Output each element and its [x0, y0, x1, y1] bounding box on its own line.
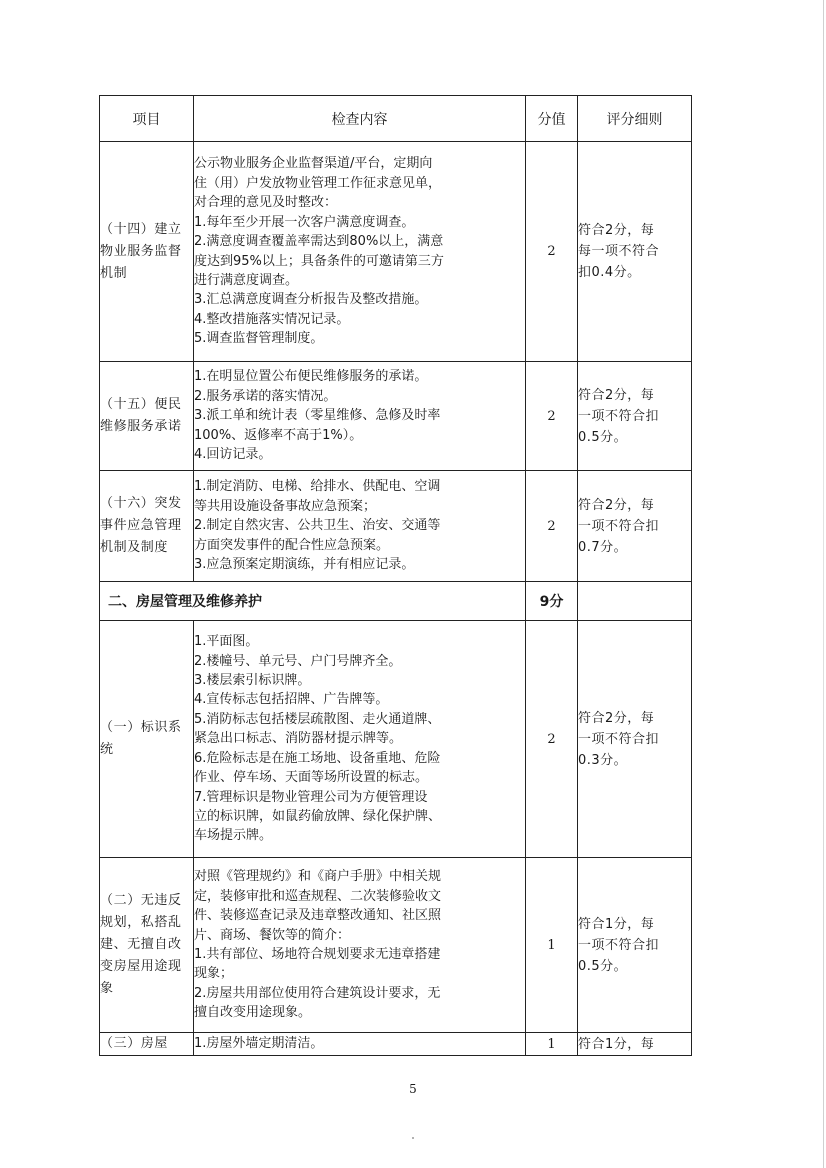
row-rule: 符合2分，每 一项不符合扣 0.3分。	[578, 621, 692, 858]
section-title: 二、房屋管理及维修养护	[100, 582, 526, 621]
content-line: 4.宣传标志包括招牌、广告牌等。	[194, 692, 389, 708]
scan-edge	[823, 0, 824, 1168]
content-line: 3.派工单和统计表（零星维修、急修及时率	[194, 408, 441, 424]
content-line: 3.楼层索引标识牌。	[194, 673, 311, 689]
content-line: 进行满意度调查。	[194, 272, 299, 288]
section-row	[100, 582, 692, 621]
content-line: 擅自改变用途现象。	[194, 1005, 312, 1021]
page-number: 5	[409, 1082, 417, 1096]
content-line: 3.应急预案定期演练，并有相应记录。	[194, 557, 415, 573]
row-content	[194, 142, 526, 362]
table-row	[100, 142, 692, 362]
table-row	[100, 858, 692, 1033]
row-item: （一）标识系统	[100, 621, 194, 858]
content-line: 2.服务承诺的落实情况。	[194, 388, 337, 404]
table-row	[100, 621, 692, 858]
content-line: 片、商场、餐饮等的简介：	[194, 927, 351, 943]
content-line: 公示物业服务企业监督渠道/平台，定期向	[194, 156, 433, 172]
row-item: （二）无违反规划，私搭乱建、无擅自改变房屋用途现象	[100, 858, 194, 1033]
row-content	[194, 471, 526, 582]
content-line: 1.共有部位、场地符合规划要求无违章搭建	[194, 947, 441, 962]
content-line: 2.满意度调查覆盖率需达到80%以上，满意	[194, 234, 444, 250]
row-content	[194, 621, 526, 858]
row-rule: 符合2分，每 一项不符合扣 0.5分。	[578, 362, 692, 471]
header-content: 检查内容	[194, 96, 526, 142]
table-row	[100, 1033, 692, 1056]
content-line: 4.回访记录。	[194, 447, 272, 463]
content-line: 5.消防标志包括楼层疏散图、走火通道牌、	[194, 711, 441, 727]
row-rule: 符合1分，每	[578, 1033, 692, 1056]
content-line: 100%、返修率不高于1%）。	[194, 427, 363, 443]
content-line: 方面突发事件的配合性应急预案。	[194, 537, 390, 553]
row-content	[194, 362, 526, 471]
row-content	[194, 858, 526, 1033]
row-item: （十四）建立物业服务监督机制	[100, 142, 194, 362]
content-line: 车场提示牌。	[194, 828, 273, 844]
content-line: 度达到95%以上；具备条件的可邀请第三方	[194, 253, 444, 269]
header-item: 项目	[100, 96, 194, 142]
content-line: 作业、停车场、天面等场所设置的标志。	[194, 770, 429, 786]
content-line: 1.每年至少开展一次客户满意度调查。	[194, 214, 415, 230]
row-score: 2	[526, 621, 578, 858]
table-row	[100, 471, 692, 582]
content-line: 2.楼幢号、单元号、户门号牌齐全。	[194, 653, 402, 669]
scan-speck	[412, 1137, 414, 1139]
content-line: 对合理的意见及时整改：	[194, 195, 338, 211]
row-item: （三）房屋	[100, 1033, 194, 1056]
content-line: 7.管理标识是物业管理公司为方便管理设	[194, 789, 428, 805]
content-line: 3.汇总满意度调查分析报告及整改措施。	[194, 292, 428, 308]
header-rule: 评分细则	[578, 96, 692, 142]
section-empty-cell	[578, 582, 692, 621]
table-row	[100, 362, 692, 471]
section-score: 9分	[526, 582, 578, 621]
row-content	[194, 1033, 526, 1056]
row-item: （十六）突发事件应急管理机制及制度	[100, 471, 194, 582]
row-item: （十五）便民维修服务承诺	[100, 362, 194, 471]
content-line: 定，装修审批和巡查规程、二次装修验收文	[194, 888, 442, 904]
content-line: 1.房屋外墙定期清洁。	[194, 1036, 324, 1052]
content-line: 住（用）户发放物业管理工作征求意见单，	[194, 175, 442, 191]
inspection-table	[99, 95, 692, 1056]
content-line: 紧急出口标志、消防器材提示牌等。	[194, 731, 403, 747]
content-line: 2.房屋共用部位使用符合建筑设计要求，无	[194, 985, 441, 1001]
row-rule: 符合1分，每 一项不符合扣 0.5分。	[578, 858, 692, 1033]
row-rule: 符合2分，每 一项不符合扣 0.7分。	[578, 471, 692, 582]
content-line: 6.危险标志是在施工场地、设备重地、危险	[194, 750, 441, 766]
row-score: 1	[526, 1033, 578, 1056]
content-line: 1.制定消防、电梯、给排水、供配电、空调	[194, 479, 441, 495]
content-line: 立的标识牌，如鼠药偷放牌、绿化保护牌、	[194, 808, 442, 824]
row-score: 2	[526, 471, 578, 582]
header-score: 分值	[526, 96, 578, 142]
row-score: 1	[526, 858, 578, 1033]
content-line: 1.在明显位置公布便民维修服务的承诺。	[194, 369, 428, 385]
content-line: 4.整改措施落实情况记录。	[194, 311, 350, 327]
row-rule: 符合2分，每 每一项不符合 扣0.4分。	[578, 142, 692, 362]
content-line: 等共用设施设备事故应急预案；	[194, 498, 377, 514]
content-line: 5.调查监督管理制度。	[194, 331, 324, 347]
content-line: 件、装修巡查记录及违章整改通知、社区照	[194, 908, 442, 924]
row-score: 2	[526, 362, 578, 471]
content-line: 对照《管理规约》和《商户手册》中相关规	[194, 869, 442, 885]
header-row	[100, 96, 692, 142]
content-line: 1.平面图。	[194, 634, 259, 650]
content-line: 2.制定自然灾害、公共卫生、治安、交通等	[194, 518, 441, 534]
content-line: 现象；	[194, 966, 234, 982]
row-score: 2	[526, 142, 578, 362]
